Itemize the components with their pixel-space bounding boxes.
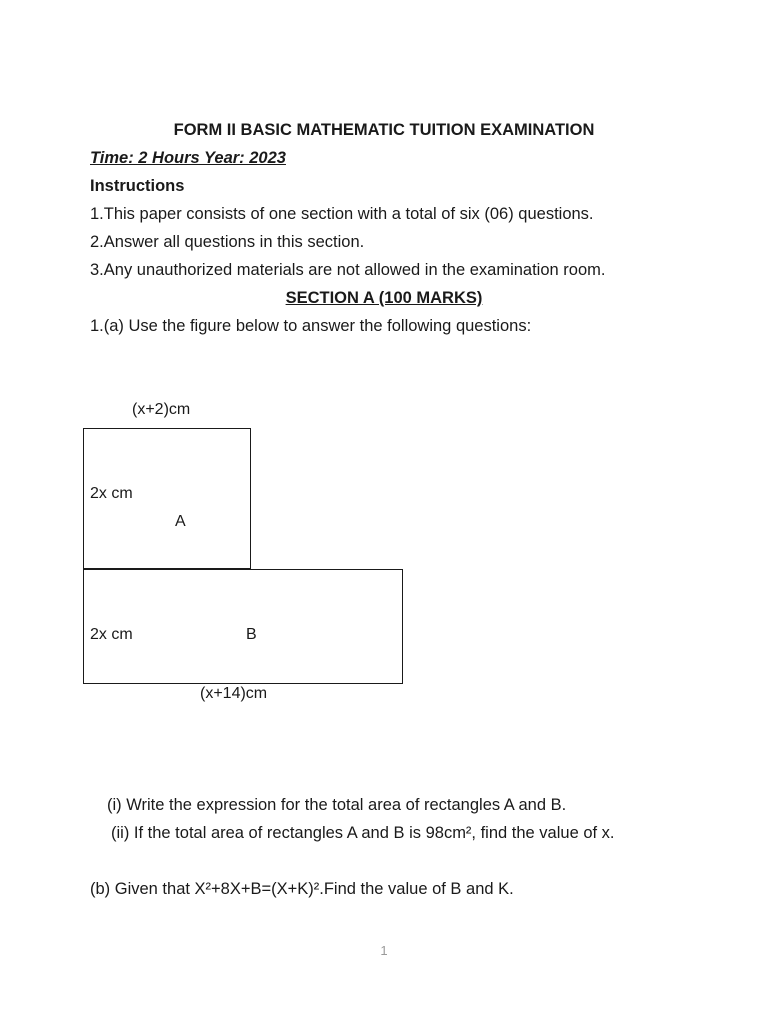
rect-a-name: A [175,513,186,530]
question-1a: 1.(a) Use the figure below to answer the following questions: [90,317,532,335]
instructions-heading: Instructions [90,177,185,195]
exam-title: FORM II BASIC MATHEMATIC TUITION EXAMINATION [173,121,595,139]
instruction-item: 2.Answer all questions in this section. [90,233,365,251]
sub-question-ii: (ii) If the total area of rectangles A and B is 98cm², find the value of x. [111,824,615,842]
page-number: 1 [380,943,388,958]
top-width-label: (x+2)cm [132,401,191,418]
instruction-item: 1.This paper consists of one section with a total of six (06) questions. [90,205,594,223]
section-heading: SECTION A (100 MARKS) [285,289,483,307]
bottom-width-label: (x+14)cm [200,685,268,702]
rect-b-height-label: 2x cm [90,626,133,643]
time-year-line: Time: 2 Hours Year: 2023 [90,149,286,167]
instruction-item: 3.Any unauthorized materials are not allowed in the examination room. [90,261,606,279]
question-1b: (b) Given that X²+8X+B=(X+K)².Find the value of B and K. [90,880,514,898]
rect-a-height-label: 2x cm [90,485,133,502]
rect-b-name: B [246,626,257,643]
sub-question-i: (i) Write the expression for the total area of rectangles A and B. [107,796,567,814]
